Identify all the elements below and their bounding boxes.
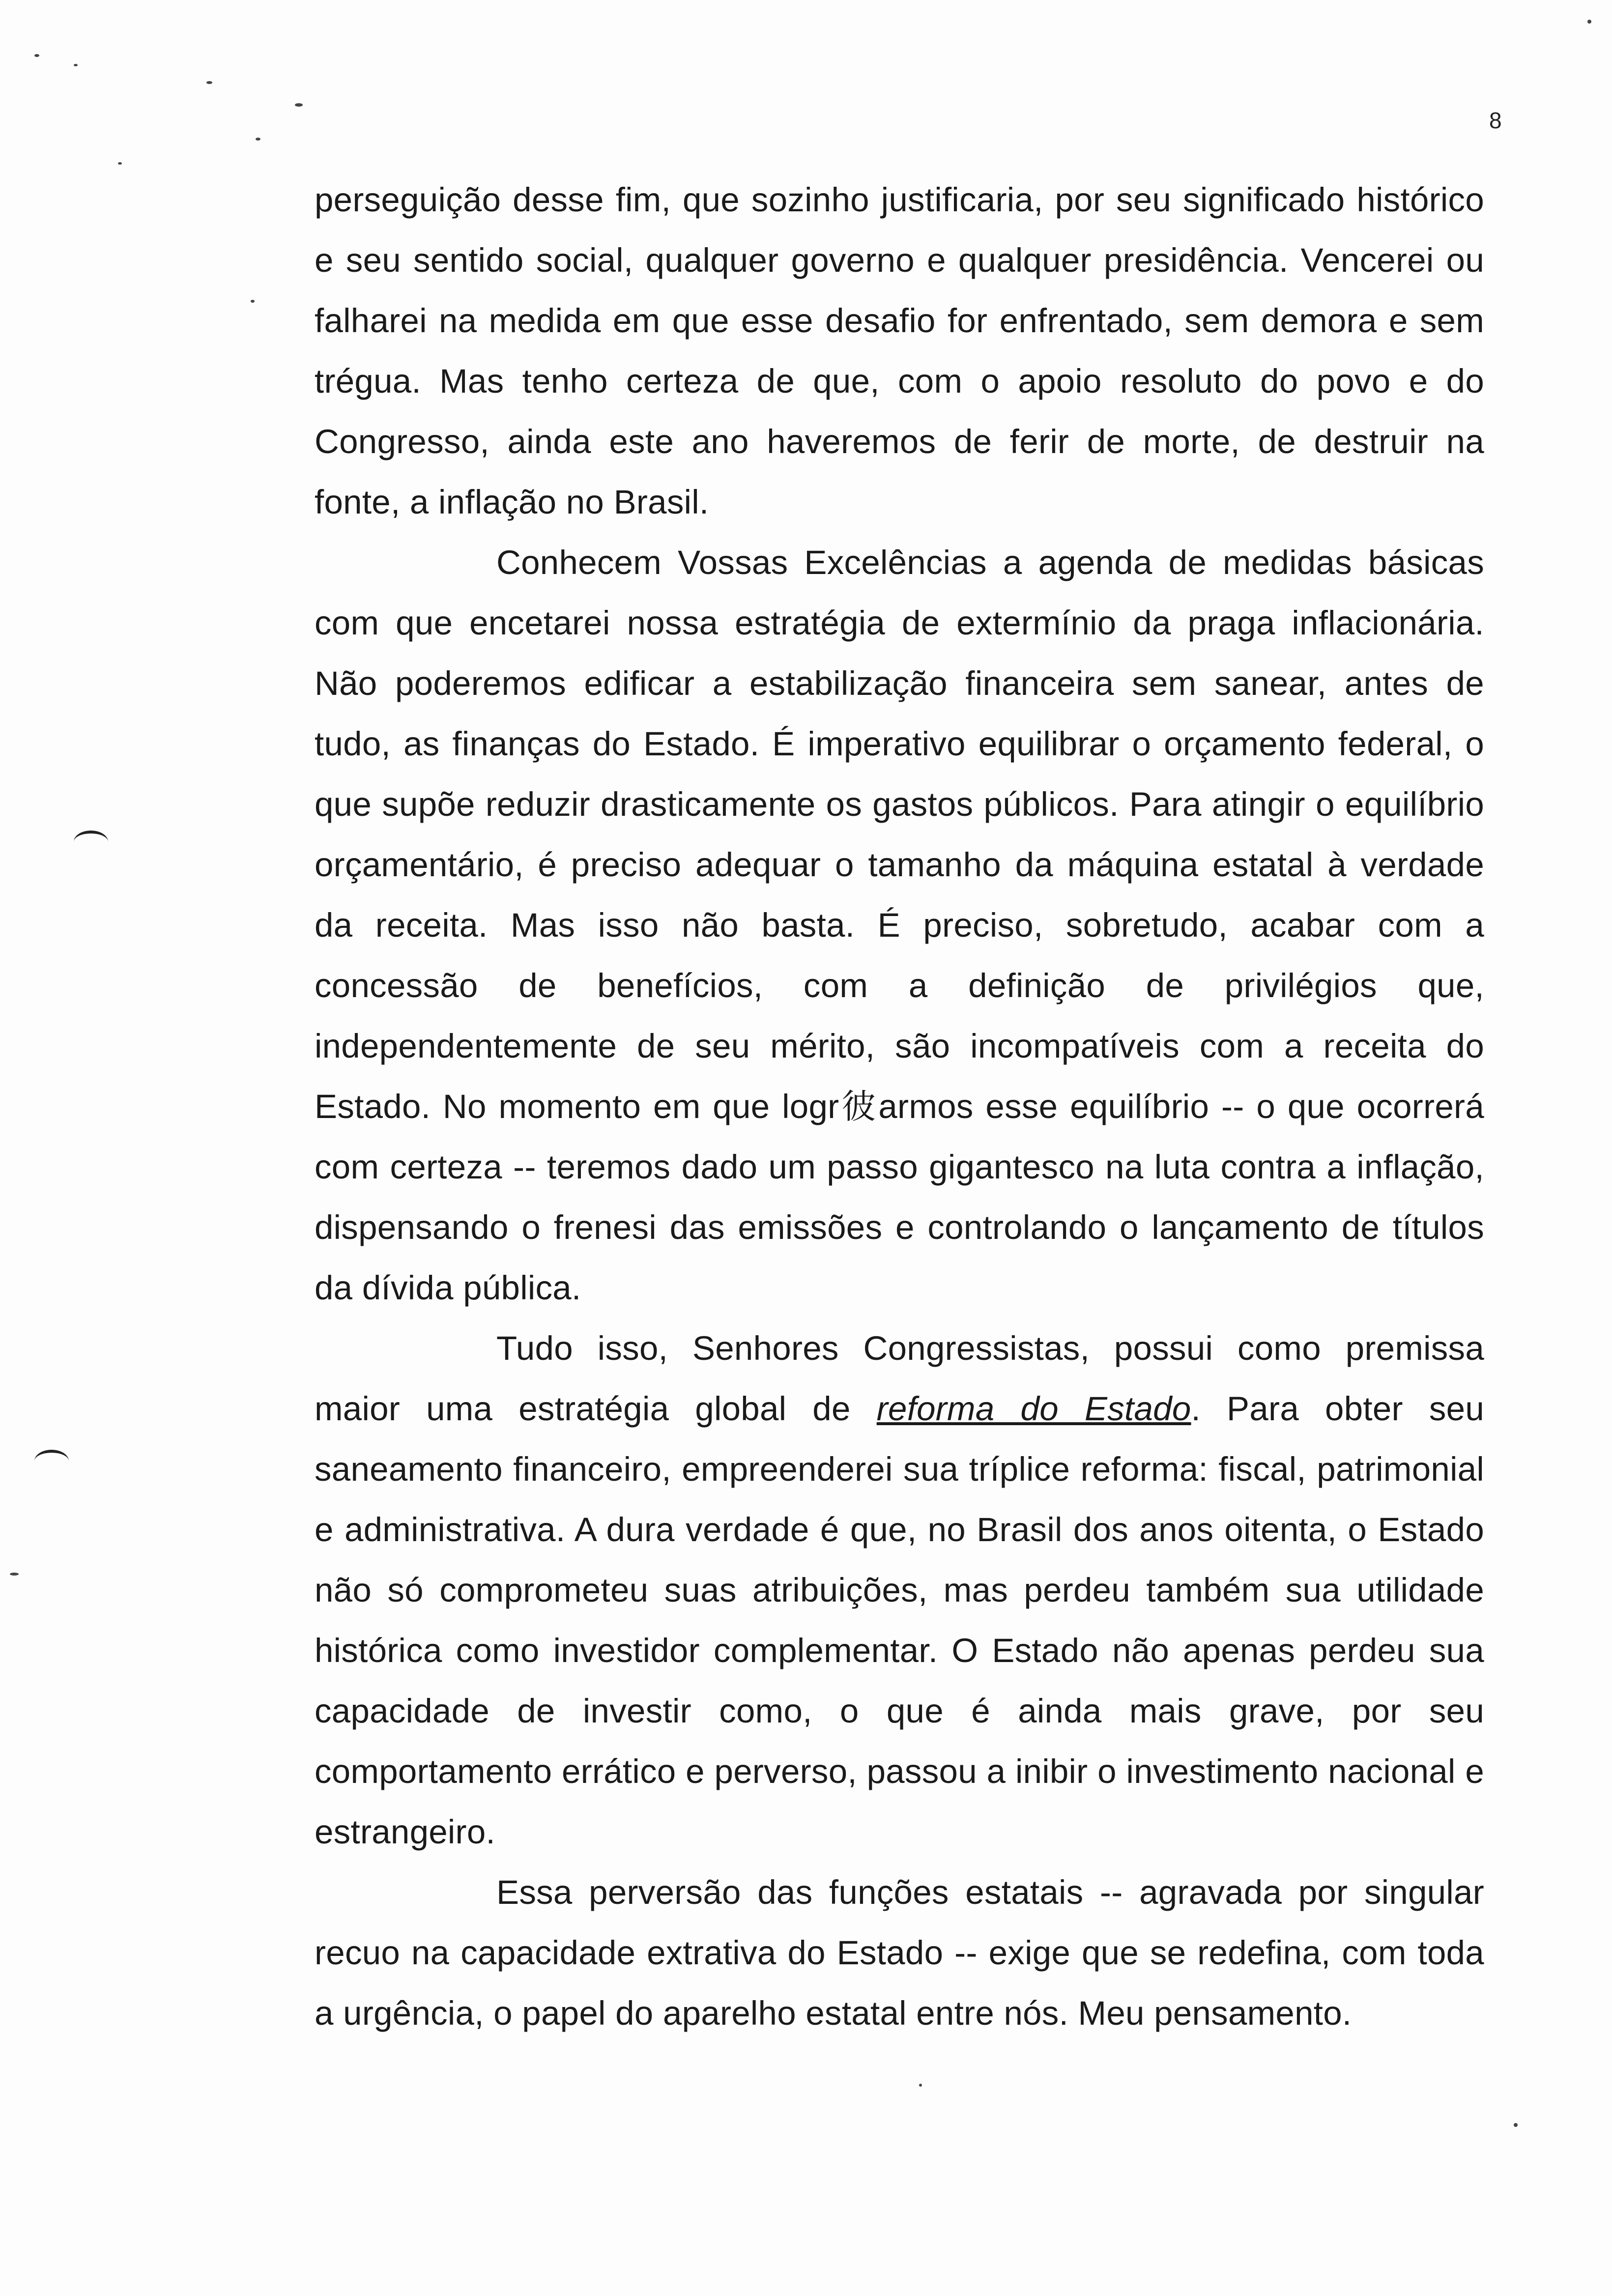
scan-speck xyxy=(1587,20,1591,24)
document-body xyxy=(315,170,1484,2043)
scan-speck xyxy=(256,138,260,141)
scan-speck xyxy=(206,81,212,84)
hole-punch-mark xyxy=(74,831,108,853)
paragraph-4: Essa perversão das funções estatais -- agravada por singular recuo na capacidade extrativa do Estado -- exige que se redefina, com toda a urgência, o papel do aparelho estatal entre nós. Meu pensamento. xyxy=(315,1873,1484,2032)
scan-speck xyxy=(919,2084,922,2087)
paragraph-3-text-before: Tudo isso, Senhores Congressistas, possui como premissa maior uma estratégia global de xyxy=(315,1329,1484,1428)
scan-speck xyxy=(295,103,303,107)
paragraph-3 xyxy=(315,1318,1484,1862)
scan-speck xyxy=(10,1573,19,1576)
emphasis-reforma-do-estado: reforma do Estado xyxy=(876,1390,1191,1428)
page-number: 8 xyxy=(1489,108,1502,133)
paragraph-1: perseguição desse fim, que sozinho justificaria, por seu significado histórico e seu sentido social, qualquer governo e qualquer presidência. Vencerei ou falharei na medida em que esse desafio for enfrentado, sem demora e sem trégua. Mas tenho certeza de que, com o apoio resoluto do povo e do Congresso, ainda este ano haveremos de ferir de morte, de destruir na fonte, a inflação no Brasil. xyxy=(315,181,1484,521)
scan-speck xyxy=(118,162,122,165)
scan-speck xyxy=(251,300,255,303)
paragraph-2: Conhecem Vossas Excelências a agenda de medidas básicas com que encetarei nossa estratégia de extermínio da praga inflacionária. Não poderemos edificar a estabilização financeira sem sanear, antes de tudo, as finanças do Estado. É imperativo equilibrar o orçamento federal, o que supõe reduzir drasticamente os gastos públicos. Para atingir o equilíbrio orçamentário, é preciso adequar o tamanho da máquina estatal à verdade da receita. Mas isso não basta. É preciso, sobretudo, acabar com a concessão de benefícios, com a definição de privilégios que, independentemente de seu mérito, são incompatíveis com a receita do Estado. No momento em que logr彼armos esse equilíbrio -- o que ocorrerá com certeza -- teremos dado um passo gigantesco na luta contra a inflação, dispensando o frenesi das emissões e controlando o lançamento de títulos da dívida pública. xyxy=(315,544,1484,1307)
scan-speck xyxy=(74,64,78,66)
paragraph-3-text-after: . Para obter seu saneamento financeiro, empreenderei sua tríplice reforma: fiscal, patrimonial e administrativa. A dura verdade é que, no Brasil dos anos oitenta, o Estado não só comprometeu suas atribuições, mas perdeu também sua utilidade histórica como investidor complementar. O Estado não apenas perdeu sua capacidade de investir como, o que é ainda mais grave, por seu comportamento errático e perverso, passou a inibir o investimento nacional e estrangeiro. xyxy=(315,1390,1484,1851)
scan-speck xyxy=(1514,2123,1518,2127)
hole-punch-mark xyxy=(34,1450,69,1472)
scan-speck xyxy=(34,54,39,57)
